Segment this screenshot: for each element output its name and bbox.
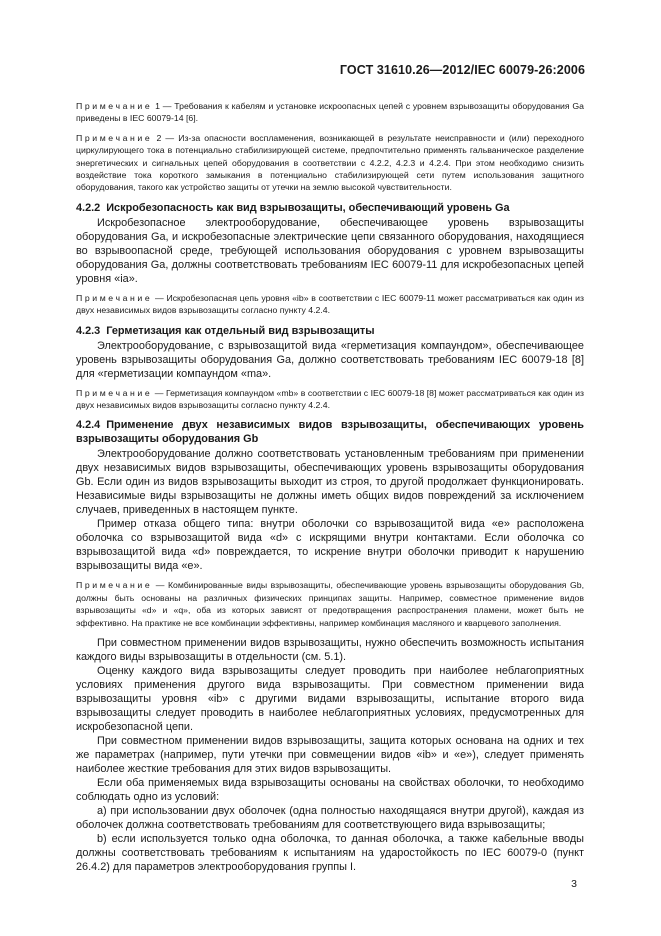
section-number: 4.2.3 xyxy=(76,324,101,337)
note-label: Примечание xyxy=(76,292,153,303)
note-text: — Комбинированные виды взрывозащиты, обеспечивающие уровень взрывозащиты оборудования Gb, должны быть основаны на различных физических принципах защиты. Например, совместное применение видов взрывозащиты «d» и «q», оба из которых зависят от предотвращения распространения пламени, может быть не эффективно. На практике не все комбинации эффективны, например комбинация масляного и кварцевого заполнения. xyxy=(76,580,584,628)
paragraph: Электрооборудование должно соответствовать установленным требованиям при применении двух независимых видов взрывозащиты, обеспечивающих уровень взрывозащиты оборудования Gb. Если один из видов взрывозащиты выходит из строя, то другой продолжает функционировать. Независимые виды взрывозащиты не должны иметь общих видов повреждений за исключением случаев, приведенных в настоящем пункте. xyxy=(76,448,584,517)
section-title: Искробезопасность как вид взрывозащиты, обеспечивающий уровень Ga xyxy=(106,201,510,214)
list-item: b) если используется только одна оболочка, то данная оболочка, а также кабельные вводы должны соответствовать требованиям к испытаниям на ударостойкость по IEC 60079-0 (пункт 26.4.2) для параметров электрооборудования группы I. xyxy=(76,833,584,874)
section-heading-4-2-2 xyxy=(76,201,584,215)
section-heading-4-2-4 xyxy=(76,418,584,446)
document-header: ГОСТ 31610.26—2012/IEC 60079-26:2006 xyxy=(339,63,585,77)
paragraph: Искробезопасное электрооборудование, обеспечивающее уровень взрывозащиты оборудования Ga, и искробезопасные электрические цепи связанного оборудования, находящиеся во взрывоопасной среде, требующей использования оборудования с уровнем взрывозащиты оборудования Ga, должны соответствовать требованиям IEC 60079-11 для искробезопасных цепей уровня «ia». xyxy=(76,216,584,285)
note xyxy=(76,579,584,629)
note-text: — Герметизация компаундом «mb» в соответствии с IEC 60079-18 [8] может рассматриваться как один из двух независимых видов взрывозащиты согласно пункту 4.2.4. xyxy=(76,387,584,411)
note xyxy=(76,292,584,317)
section-number: 4.2.2 xyxy=(76,201,101,214)
note-number: 1 xyxy=(155,101,160,111)
note-text: — Искробезопасная цепь уровня «ib» в соответствии с IEC 60079-11 может рассматриваться как один из двух независимых видов взрывозащиты согласно пункту 4.2.4. xyxy=(76,292,584,316)
note-text: — Из-за опасности воспламенения, возникающей в результате неисправности и (или) переходного циркулирующего тока в потенциально стабилизирующей системе, предпочтительно применять гальваническое разделение энергетических и сигнальных цепей оборудования в соответствии с 4.2.2, 4.2.3 и 4.2.4. При этом необходимо снизить воздействие тока короткого замыкания в потенциально стабилизирующей сети путем использования защитного оборудования, такого как устройство защиты от утечки на землю высокой чувствительности. xyxy=(76,132,585,193)
paragraph: Пример отказа общего типа: внутри оболочки со взрывозащитой вида «е» расположена оболочка со взрывозащитой вида «d» с искрящими внутри контактами. Если оболочка со взрывозащитой вида «d» повреждается, то искрение внутри оболочки приводит к нарушению взрывозащиты вида «е». xyxy=(76,518,584,573)
note-label: Примечание xyxy=(76,101,153,111)
note-label: Примечание xyxy=(76,387,153,398)
paragraph: Электрооборудование, с взрывозащитой вида «герметизация компаундом», обеспечивающее уровень взрывозащиты оборудования Ga, должно соответствовать требованиям IEC 60079-18 [8] для «герметизации компаундом «ma». xyxy=(76,339,584,380)
paragraph: Оценку каждого вида взрывозащиты следует проводить при наиболее неблагоприятных условиях применения другого вида взрывозащиты. При совместном применении вида взрывозащиты уровня «ib» с другими видами взрывозащиты, испытание второго вида взрывозащиты следует проводить в наиболее неблагоприятных условиях, предусмотренных для искробезопасной цепи. xyxy=(76,665,584,734)
note-text: — Требования к кабелям и установке искроопасных цепей с уровнем взрывозащиты оборудования Ga приведены в IEC 60079-14 [6]. xyxy=(76,101,584,124)
note-1 xyxy=(76,100,584,125)
section-heading-4-2-3 xyxy=(76,324,584,338)
paragraph: Если оба применяемых вида взрывозащиты основаны на свойствах оболочки, то необходимо соблюдать одно из условий: xyxy=(76,777,584,804)
note-2 xyxy=(76,132,584,194)
list-item: а) при использовании двух оболочек (одна полностью находящаяся внутри другой), каждая из оболочек должна соответствовать требованиям для соответствующего вида взрывозащиты; xyxy=(76,805,584,832)
section-title: Герметизация как отдельный вид взрывозащиты xyxy=(106,324,375,337)
paragraph: При совместном применении видов взрывозащиты, нужно обеспечить возможность испытания каждого виды взрывозащиты в отдельности (см. 5.1). xyxy=(76,637,584,664)
note xyxy=(76,387,584,412)
page-content xyxy=(76,100,584,874)
section-title: Применение двух независимых видов взрывозащиты, обеспечивающих уровень взрывозащиты оборудования Gb xyxy=(76,419,584,446)
section-number: 4.2.4 xyxy=(76,419,101,432)
page-number: 3 xyxy=(571,878,577,890)
note-label: Примечание xyxy=(76,580,153,591)
note-number: 2 xyxy=(156,132,162,143)
note-label: Примечание xyxy=(76,132,153,143)
paragraph: При совместном применении видов взрывозащиты, защита которых основана на одних и тех же параметрах (например, пути утечки при совмещении видов «ib» и «е»), следует применять наиболее жесткие требования для этих видов взрывозащиты. xyxy=(76,735,584,776)
